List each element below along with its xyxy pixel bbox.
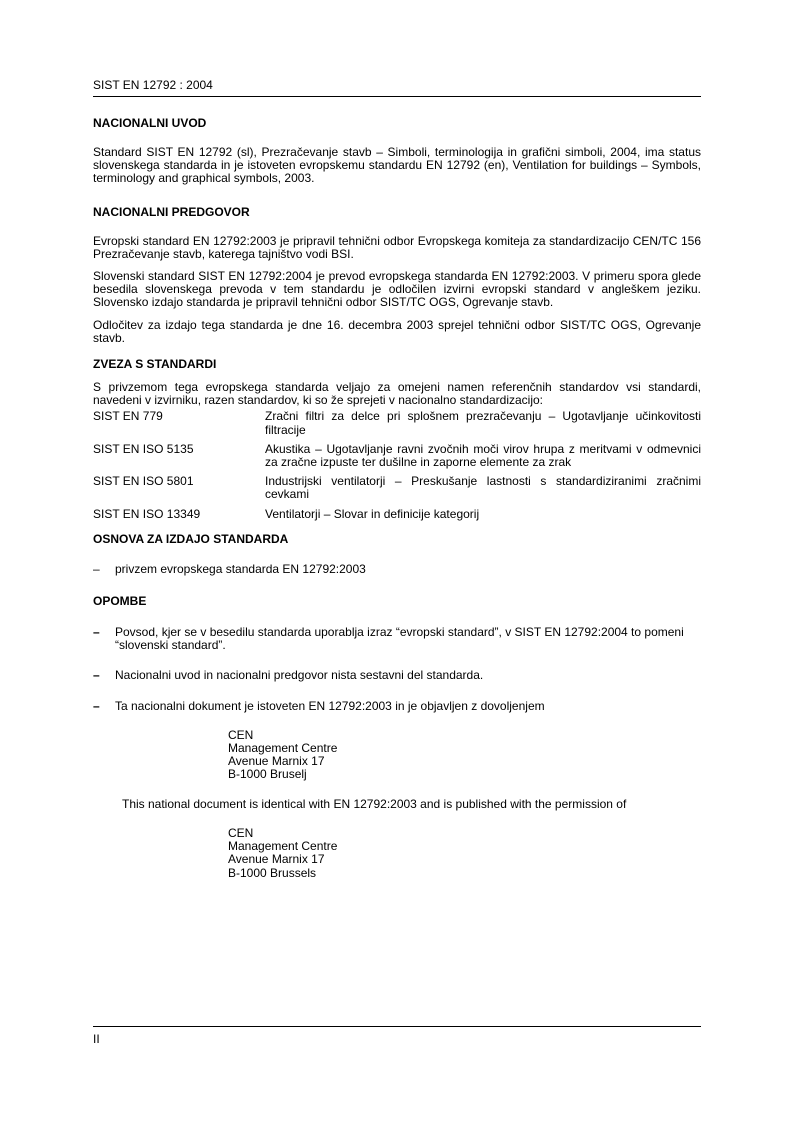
standard-description: Ventilatorji – Slovar in definicije kategorij	[265, 506, 480, 521]
foreword-paragraph-3: Odločitev za izdajo tega standarda je dne 16. decembra 2003 sprejel tehnični odbor SIST/TC OGS, Ogrevanje stavb.	[93, 317, 701, 345]
page-content	[93, 116, 701, 880]
foreword-paragraph-1: Evropski standard EN 12792:2003 je pripravil tehnični odbor Evropskega komiteja za standardizacijo CEN/TC 156 Prezračevanje stavb, katerega tajništvo vodi BSI.	[93, 233, 701, 261]
page-number: II	[93, 1032, 100, 1046]
standard-code: SIST EN ISO 5801	[93, 474, 194, 489]
table-row	[93, 443, 701, 475]
notes-list	[93, 626, 701, 713]
standard-description: Zračni filtri za delce pri splošnem prezračevanju – Ugotavljanje učinkovitosti filtracije	[265, 409, 701, 437]
address-slovenian	[228, 729, 701, 782]
standard-code: SIST EN ISO 13349	[93, 506, 201, 521]
list-item	[93, 563, 701, 576]
address-line: Avenue Marnix 17	[228, 852, 325, 867]
list-item	[93, 626, 701, 652]
header-rule	[93, 96, 701, 97]
address-line: Management Centre	[228, 741, 338, 756]
standards-table	[93, 410, 701, 526]
standard-code: SIST EN ISO 5135	[93, 441, 194, 456]
note-text: Povsod, kjer se v besedilu standarda uporablja izraz “evropski standard”, v SIST EN 12792:2004 to pomeni “slovenski standard”.	[115, 625, 684, 653]
basis-heading: OSNOVA ZA IZDAJO STANDARDA	[93, 531, 289, 546]
dash-marker: –	[93, 698, 100, 713]
foreword-paragraph-2: Slovenski standard SIST EN 12792:2004 je prevod evropskega standarda EN 12792:2003. V primeru spora glede besedila slovenskega prevoda v tem standardu je odločilen izvirni evropski standard v angleškem jeziku. Slovensko izdajo standarda je pripravil tehnični odbor SIST/TC OGS, Ogrevanje stavb.	[93, 269, 701, 310]
notes-heading: OPOMBE	[93, 594, 147, 609]
intro-paragraph: Standard SIST EN 12792 (sl), Prezračevanje stavb – Simboli, terminologija in grafični simboli, 2004, ima status slovenskega standarda in je istoveten evropskemu standardu EN 12792 (en), Ventilation for buildings – Symbols, terminology and graphical symbols, 2003.	[93, 145, 701, 186]
address-line: B-1000 Bruselj	[228, 767, 307, 782]
note-text: Ta nacionalni dokument je istoveten EN 12792:2003 in je objavljen z dovoljenjem	[115, 698, 545, 713]
list-item	[93, 669, 701, 682]
dash-marker: –	[93, 561, 100, 576]
table-row	[93, 475, 701, 507]
address-line: Management Centre	[228, 839, 338, 854]
address-line: CEN	[228, 727, 254, 742]
address-line: CEN	[228, 825, 254, 840]
address-english	[228, 827, 701, 880]
dash-marker: –	[93, 668, 100, 683]
basis-item-text: privzem evropskega standarda EN 12792:2003	[115, 561, 366, 576]
foreword-heading: NACIONALNI PREDGOVOR	[93, 204, 250, 219]
header-doc-id: SIST EN 12792 : 2004	[93, 78, 213, 92]
standard-description: Akustika – Ugotavljanje ravni zvočnih moči virov hrupa z meritvami v odmevnici za zračne izpuste ter dušilne in zaporne elemente za zrak	[265, 441, 701, 470]
english-permission-text: This national document is identical with EN 12792:2003 and is published with the permission of	[122, 796, 627, 811]
table-row	[93, 508, 701, 527]
dash-marker: –	[93, 625, 100, 640]
standards-heading: ZVEZA S STANDARDI	[93, 357, 217, 372]
address-line: Avenue Marnix 17	[228, 754, 325, 769]
standard-code: SIST EN 779	[93, 409, 163, 424]
list-item	[93, 700, 701, 713]
footer-rule	[93, 1026, 701, 1027]
basis-list	[93, 563, 701, 576]
note-text: Nacionalni uvod in nacionalni predgovor nista sestavni del standarda.	[115, 668, 484, 683]
address-line: B-1000 Brussels	[228, 865, 317, 880]
table-row	[93, 410, 701, 442]
intro-heading: NACIONALNI UVOD	[93, 116, 207, 130]
standards-intro: S privzemom tega evropskega standarda veljajo za omejeni namen referenčnih standardov vsi standardi, navedeni v izvirniku, razen standardov, ki so že sprejeti v nacionalno standardizacijo:	[93, 380, 701, 408]
standard-description: Industrijski ventilatorji – Preskušanje lastnosti s standardiziranimi zračnimi cevkami	[265, 474, 701, 502]
